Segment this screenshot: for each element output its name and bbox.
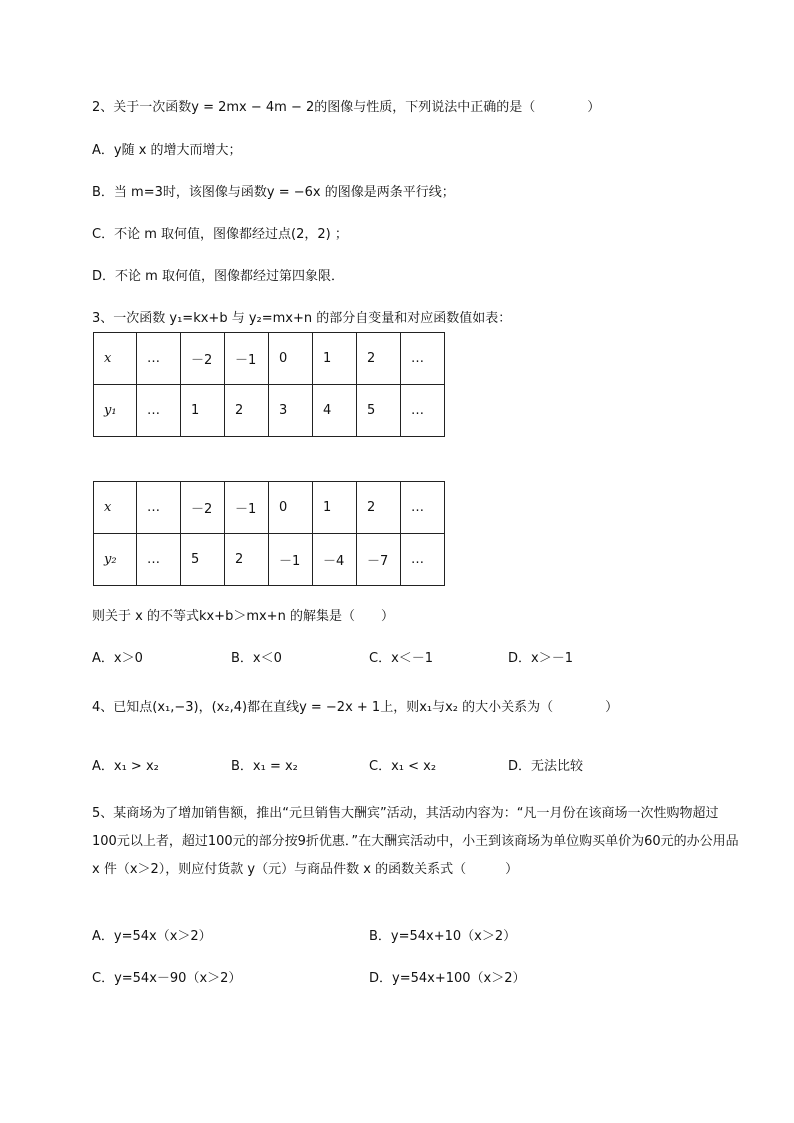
table-row [94, 534, 445, 586]
table-cell: －7 [357, 534, 401, 586]
table-cell: 2 [357, 482, 401, 534]
table-cell: … [137, 333, 181, 385]
table-cell: 1 [313, 482, 357, 534]
table-cell: 5 [181, 534, 225, 586]
q4-option-d: D．无法比较 [508, 759, 584, 774]
table-cell: … [137, 482, 181, 534]
q5-stem: 5、某商场为了增加销售额，推出“元旦销售大酬宾”活动，其活动内容为：“凡一月份在该商场一次性购物超过100元以上者，超过100元的部分按9折优惠．”在大酬宾活动中，小王到该商场为单位购买单价为60元的办公用品 x 件（x＞2），则应付货款 y（元）与商品件数 x 的函数关系式（ ） [92, 806, 739, 877]
table-cell: y₂ [94, 534, 137, 586]
table-cell: 4 [313, 385, 357, 437]
table-cell: －2 [181, 333, 225, 385]
table-cell: y₁ [94, 385, 137, 437]
table-cell: 2 [357, 333, 401, 385]
table-cell: x [94, 333, 137, 385]
q5-option-b: B．y=54x+10（x＞2） [369, 929, 517, 944]
table-cell: … [401, 333, 445, 385]
table-cell: －4 [313, 534, 357, 586]
q3-option-a: A．x＞0 [92, 651, 143, 666]
table-cell: 2 [225, 534, 269, 586]
q5-option-a: A．y=54x（x＞2） [92, 929, 212, 944]
table-cell: … [401, 482, 445, 534]
table-cell: －1 [269, 534, 313, 586]
table-cell: －1 [225, 333, 269, 385]
q3-option-c: C．x＜－1 [369, 651, 434, 666]
q4-option-b: B．x₁ = x₂ [231, 759, 298, 774]
q2-option-d: D．不论 m 取何值，图像都经过第四象限． [92, 269, 344, 284]
table-cell: 3 [269, 385, 313, 437]
q4-stem: 4、已知点(x₁,−3)，(x₂,4)都在直线y = −2x + 1上，则x₁与x₂ 的大小关系为（ ） [92, 700, 619, 715]
table-cell: … [137, 534, 181, 586]
q4-option-c: C．x₁ < x₂ [369, 759, 437, 774]
q5-option-c: C．y=54x－90（x＞2） [92, 971, 242, 986]
q3-question: 则关于 x 的不等式kx+b＞mx+n 的解集是（ ） [92, 609, 394, 624]
q3-option-b: B．x＜0 [231, 651, 282, 666]
table-row [94, 385, 445, 437]
q3-table-1 [93, 332, 445, 437]
q2-option-c: C．不论 m 取何值，图像都经过点(2，2) ； [92, 227, 348, 242]
q3-option-d: D．x＞－1 [508, 651, 573, 666]
q3-stem: 3、一次函数 y₁=kx+b 与 y₂=mx+n 的部分自变量和对应函数值如表： [92, 311, 512, 326]
q4-option-a: A．x₁ > x₂ [92, 759, 159, 774]
q5-option-d: D．y=54x+100（x＞2） [369, 971, 526, 986]
table-cell: 0 [269, 333, 313, 385]
q2-option-a: A．y随 x 的增大而增大； [92, 143, 242, 158]
table-row [94, 333, 445, 385]
table-cell: … [401, 385, 445, 437]
table-cell: －1 [225, 482, 269, 534]
table-cell: 1 [313, 333, 357, 385]
table-cell: x [94, 482, 137, 534]
table-cell: －2 [181, 482, 225, 534]
table-row [94, 482, 445, 534]
table-cell: 1 [181, 385, 225, 437]
table-cell: … [137, 385, 181, 437]
table-cell: 5 [357, 385, 401, 437]
q3-table-2 [93, 481, 445, 586]
table-cell: … [401, 534, 445, 586]
q2-option-b: B．当 m=3时，该图像与函数y = −6x 的图像是两条平行线； [92, 185, 455, 200]
table-cell: 0 [269, 482, 313, 534]
table-cell: 2 [225, 385, 269, 437]
q2-stem: 2、关于一次函数y = 2mx − 4m − 2的图像与性质，下列说法中正确的是（ ） [92, 100, 601, 115]
